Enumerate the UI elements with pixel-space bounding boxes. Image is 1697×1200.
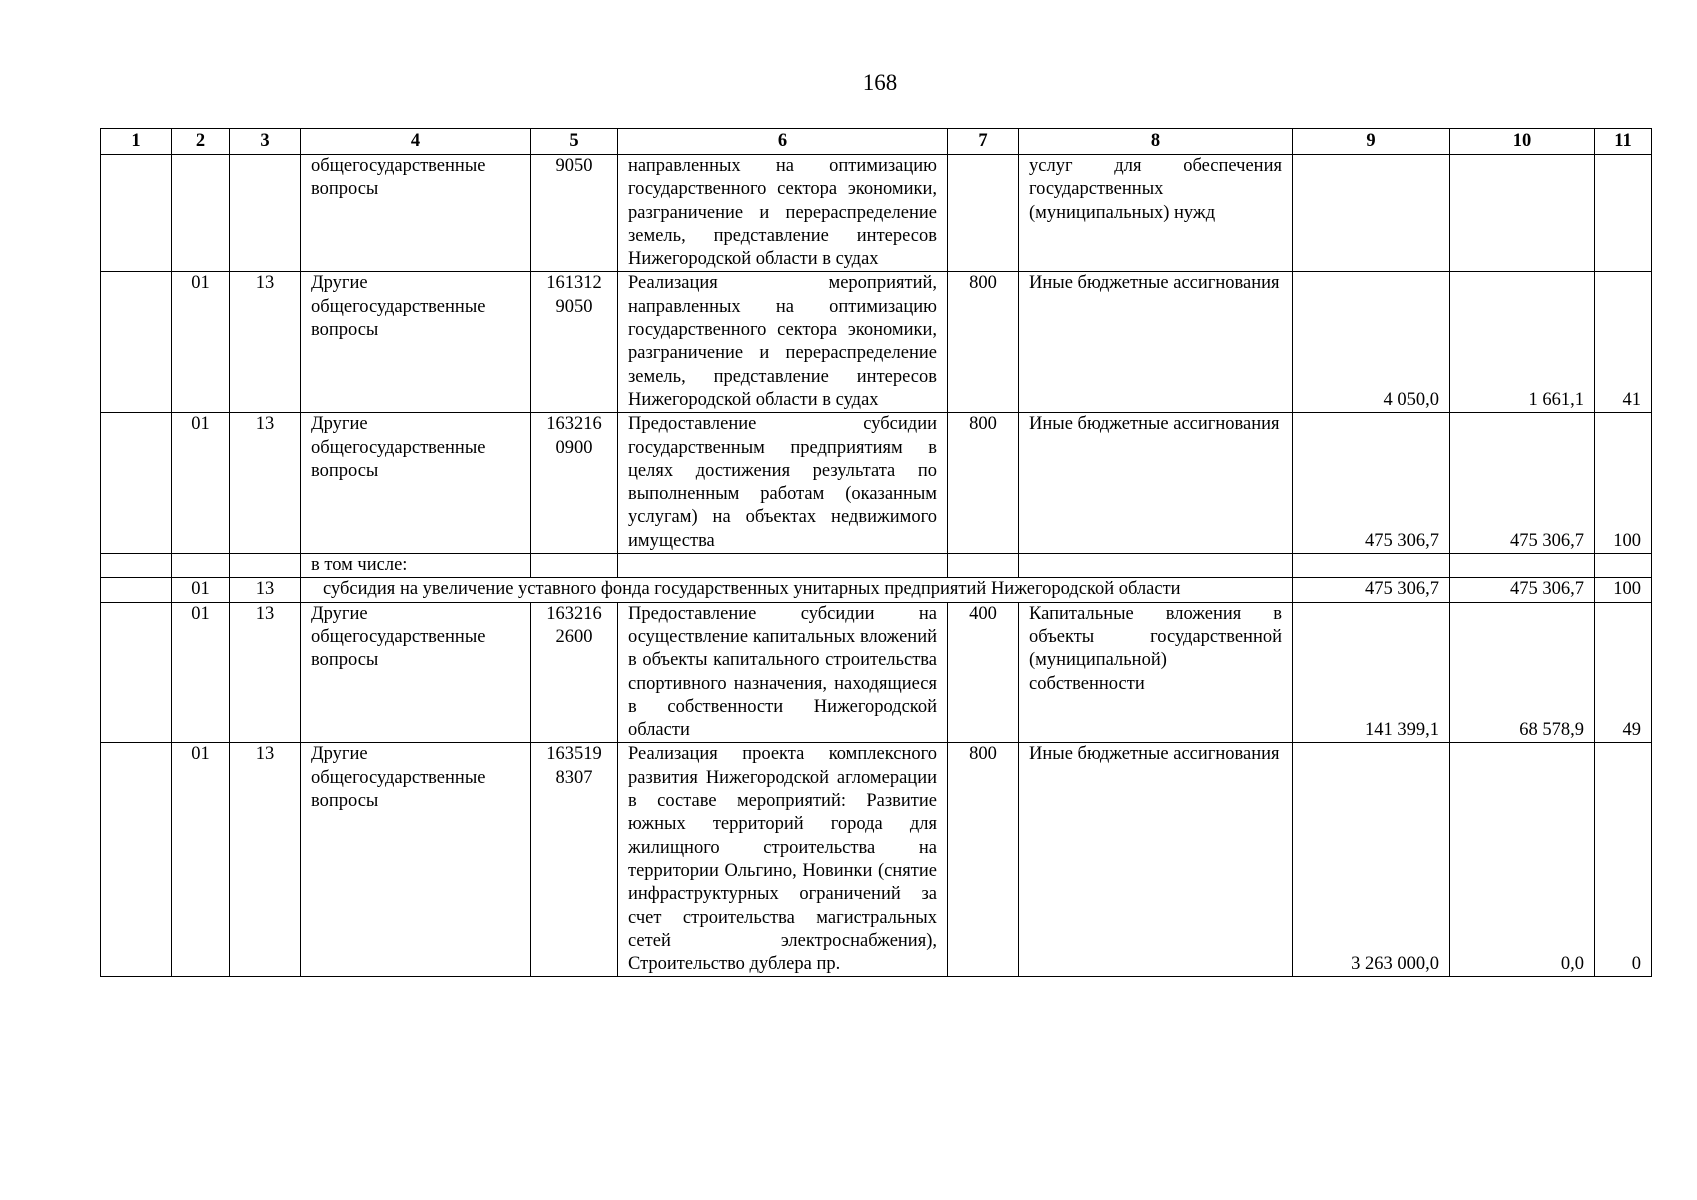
cell-subsection: 13 [230,578,301,602]
cell-target-code: 9050 [531,155,618,272]
cell-subsection: 13 [230,413,301,554]
cell-expense-name: услуг для обеспечения государственных (муниципальных) нужд [1019,155,1293,272]
cell-expense-type: 800 [948,413,1019,554]
cell-subsection: 13 [230,602,301,743]
cell-actual: 475 306,7 [1450,578,1595,602]
cell-section-name: Другие общегосударственные вопросы [301,272,531,413]
cell-description: Предоставление субсидии на осуществление капитальных вложений в объекты капитального строительства спортивного назначения, находящиеся в собственности Нижегородской области [618,602,948,743]
col-header-4: 4 [301,129,531,155]
cell [101,578,172,602]
cell-description: направленных на оптимизацию государственного сектора экономики, разграничение и перераспределение земель, представление интересов Нижегородской области в судах [618,155,948,272]
cell-actual: 1 661,1 [1450,272,1595,413]
cell [101,155,172,272]
cell-expense-name: Иные бюджетные ассигнования [1019,272,1293,413]
cell [230,554,301,578]
cell-actual: 68 578,9 [1450,602,1595,743]
cell-plan [1293,155,1450,272]
col-header-1: 1 [101,129,172,155]
cell-plan: 475 306,7 [1293,413,1450,554]
cell-section: 01 [172,578,230,602]
cell-description: Реализация проекта комплексного развития Нижегородской агломерации в составе мероприятий: Развитие южных территорий города для жилищного строительства на территории Ольгино, Новинки (снятие инфраструктурных ограничений за счет строительства магистральных сетей электроснабжения), Строительство дублера пр. [618,743,948,977]
col-header-9: 9 [1293,129,1450,155]
table-row [101,155,1652,272]
cell-target-code: 163216 0900 [531,413,618,554]
cell [1293,554,1450,578]
budget-table [100,128,1652,977]
cell-percent [1595,155,1652,272]
cell-expense-type [948,155,1019,272]
cell-percent: 100 [1595,413,1652,554]
cell-plan: 475 306,7 [1293,578,1450,602]
cell-expense-name: Иные бюджетные ассигнования [1019,743,1293,977]
cell-section [172,155,230,272]
cell-actual: 475 306,7 [1450,413,1595,554]
col-header-2: 2 [172,129,230,155]
col-header-6: 6 [618,129,948,155]
cell-section: 01 [172,602,230,743]
cell [101,554,172,578]
cell [101,743,172,977]
cell-actual: 0,0 [1450,743,1595,977]
cell-target-code: 163216 2600 [531,602,618,743]
cell-percent: 0 [1595,743,1652,977]
table-row [101,602,1652,743]
header-row [101,129,1652,155]
cell-percent: 49 [1595,602,1652,743]
cell-plan: 3 263 000,0 [1293,743,1450,977]
cell-including-label: в том числе: [301,554,531,578]
col-header-5: 5 [531,129,618,155]
cell-section-name: Другие общегосударственные вопросы [301,602,531,743]
cell [948,554,1019,578]
col-header-8: 8 [1019,129,1293,155]
table-row [101,272,1652,413]
page-number: 168 [862,70,898,95]
col-header-3: 3 [230,129,301,155]
cell-subsection: 13 [230,743,301,977]
cell [101,272,172,413]
cell-section-name: Другие общегосударственные вопросы [301,743,531,977]
cell [1450,554,1595,578]
cell-section: 01 [172,272,230,413]
cell-plan: 4 050,0 [1293,272,1450,413]
cell-description: Предоставление субсидии государственным предприятиям в целях достижения результата по выполненным работам (оказанным услугам) на объектах недвижимого имущества [618,413,948,554]
cell-subsection [230,155,301,272]
cell [1595,554,1652,578]
cell-expense-type: 400 [948,602,1019,743]
cell-actual [1450,155,1595,272]
cell-plan: 141 399,1 [1293,602,1450,743]
table-row [101,743,1652,977]
cell-subsection: 13 [230,272,301,413]
cell [101,413,172,554]
cell [1019,554,1293,578]
cell-section: 01 [172,413,230,554]
cell [618,554,948,578]
cell-target-code: 161312 9050 [531,272,618,413]
cell [101,602,172,743]
cell-subsidy-description: субсидия на увеличение уставного фонда государственных унитарных предприятий Нижегородской области [301,578,1293,602]
table-row-subsidy [101,578,1652,602]
cell-description: Реализация мероприятий, направленных на оптимизацию государственного сектора экономики, разграничение и перераспределение земель, представление интересов Нижегородской области в судах [618,272,948,413]
cell-percent: 41 [1595,272,1652,413]
cell-expense-type: 800 [948,743,1019,977]
table-row [101,413,1652,554]
col-header-11: 11 [1595,129,1652,155]
cell [172,554,230,578]
cell-expense-name: Иные бюджетные ассигнования [1019,413,1293,554]
col-header-10: 10 [1450,129,1595,155]
cell [531,554,618,578]
cell-percent: 100 [1595,578,1652,602]
cell-expense-type: 800 [948,272,1019,413]
cell-expense-name: Капитальные вложения в объекты государственной (муниципальной) собственности [1019,602,1293,743]
table-row-including [101,554,1652,578]
col-header-7: 7 [948,129,1019,155]
cell-section-name: Другие общегосударственные вопросы [301,413,531,554]
cell-section-name: общегосударственные вопросы [301,155,531,272]
cell-target-code: 163519 8307 [531,743,618,977]
cell-section: 01 [172,743,230,977]
